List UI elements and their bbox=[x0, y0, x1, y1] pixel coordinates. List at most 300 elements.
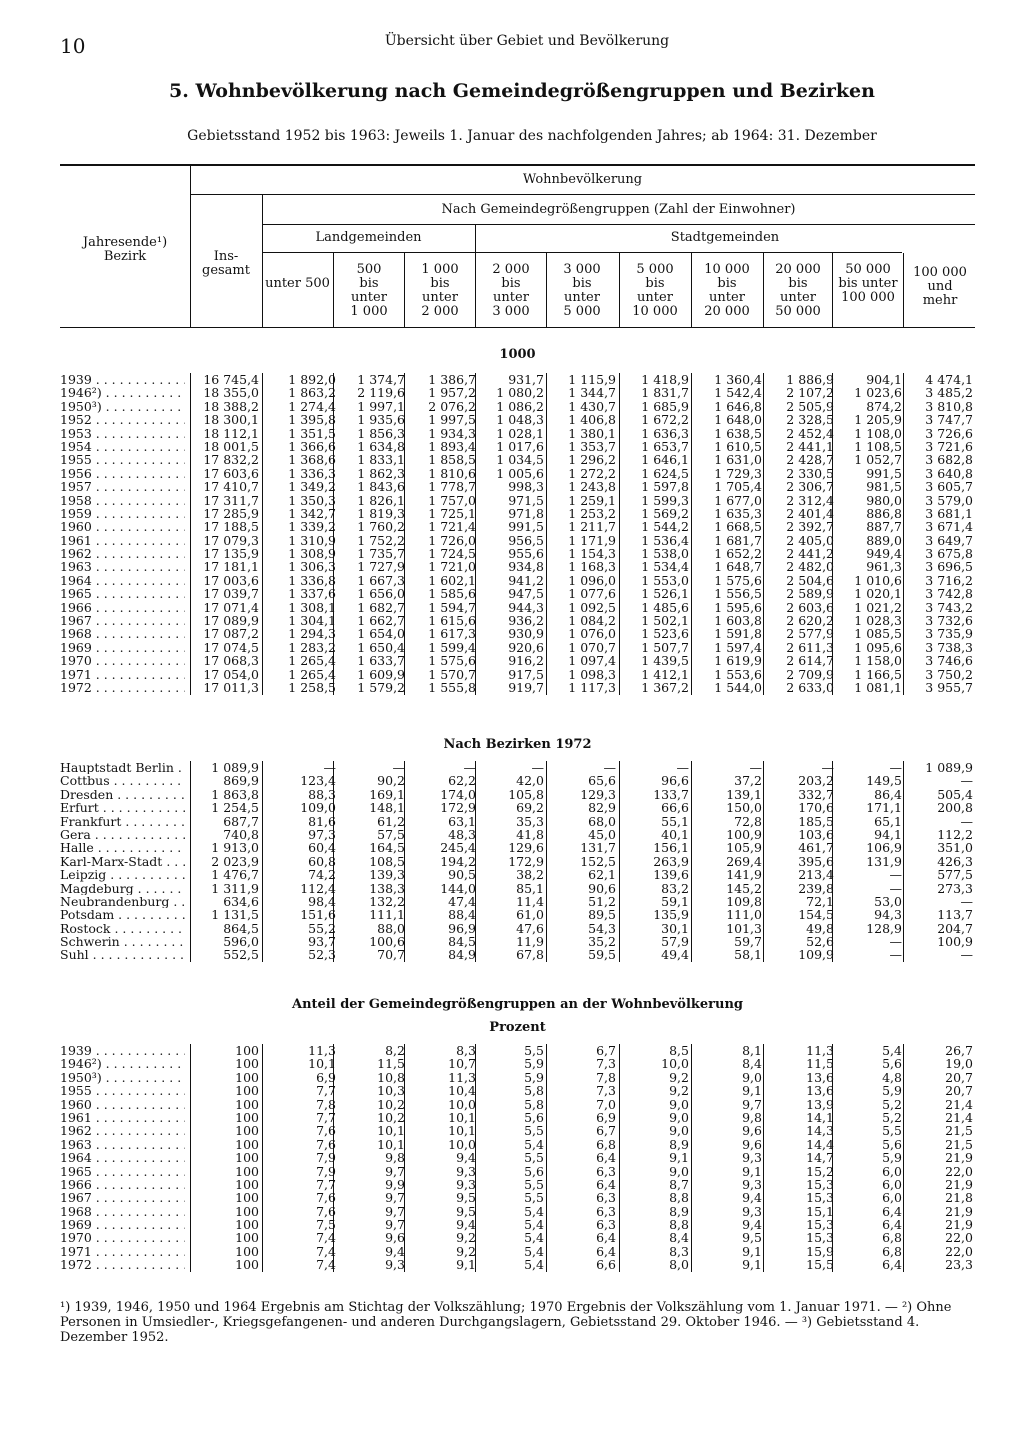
table-cell: 1 010,6 bbox=[854, 572, 902, 588]
table-cell: 3 649,7 bbox=[925, 532, 973, 548]
table-cell: 5,6 bbox=[882, 1136, 902, 1152]
table-cell: 203,2 bbox=[798, 773, 834, 789]
row-label: 1955 . . . bbox=[60, 453, 185, 466]
table-cell: 14,1 bbox=[806, 1109, 834, 1125]
table-cell: 1 727,9 bbox=[357, 559, 405, 575]
table-cell: 100 bbox=[235, 1257, 259, 1273]
page-number: 10 bbox=[60, 34, 86, 58]
table-cell: 131,9 bbox=[866, 853, 902, 869]
header-vline bbox=[333, 253, 334, 327]
table-cell: 1 542,4 bbox=[714, 385, 762, 401]
row-label: 1964 . . . bbox=[60, 1151, 185, 1164]
row-label: Rostock . . . bbox=[60, 922, 185, 935]
row-label: 1957 . . . bbox=[60, 480, 185, 493]
table-cell: 949,4 bbox=[866, 546, 902, 562]
table-cell: 7,7 bbox=[316, 1083, 336, 1099]
table-cell: 67,8 bbox=[516, 947, 544, 963]
row-label: 1958 . . . bbox=[60, 494, 185, 507]
table-cell: 47,4 bbox=[448, 893, 476, 909]
table-row bbox=[60, 774, 975, 787]
table-cell: 22,0 bbox=[945, 1163, 973, 1179]
table-row bbox=[60, 547, 975, 560]
table-cell: 9,7 bbox=[742, 1096, 762, 1112]
table-cell: 204,7 bbox=[937, 920, 973, 936]
row-label: Halle . . . bbox=[60, 841, 185, 854]
table-row bbox=[60, 788, 975, 801]
table-cell: 10,1 bbox=[448, 1109, 476, 1125]
table-cell: 3 681,1 bbox=[925, 505, 973, 521]
table-cell: 8,8 bbox=[669, 1217, 689, 1233]
table-cell: 1 034,5 bbox=[496, 452, 544, 468]
row-label: 1950³) . . . bbox=[60, 1071, 185, 1084]
table-cell: 5,5 bbox=[524, 1190, 544, 1206]
table-cell: 60,8 bbox=[308, 853, 336, 869]
table-cell: 1 360,4 bbox=[714, 372, 762, 387]
table-cell: 150,0 bbox=[726, 800, 762, 816]
table-cell: 23,3 bbox=[945, 1257, 973, 1273]
table-cell: 42,0 bbox=[516, 773, 544, 789]
row-label: 1952 . . . bbox=[60, 413, 185, 426]
table-cell: 1 705,4 bbox=[714, 479, 762, 495]
table-cell: 1 017,6 bbox=[496, 438, 544, 454]
table-cell: 1 115,9 bbox=[568, 372, 616, 387]
table-cell: — bbox=[749, 760, 762, 775]
table-cell: 740,8 bbox=[223, 826, 259, 842]
table-cell: 263,9 bbox=[653, 853, 689, 869]
table-cell: 1 819,3 bbox=[357, 505, 405, 521]
table-cell: 2 328,5 bbox=[786, 412, 834, 428]
table-cell: 13,9 bbox=[806, 1096, 834, 1112]
table-cell: 57,9 bbox=[661, 934, 689, 950]
table-cell: 1 502,1 bbox=[641, 613, 689, 629]
table-cell: 5,4 bbox=[524, 1217, 544, 1233]
table-cell: 6,8 bbox=[882, 1230, 902, 1246]
table-cell: 5,5 bbox=[524, 1150, 544, 1166]
table-cell: 7,9 bbox=[316, 1163, 336, 1179]
table-cell: 5,6 bbox=[524, 1109, 544, 1125]
table-cell: 1 117,3 bbox=[568, 679, 616, 695]
table-cell: 17 188,5 bbox=[203, 519, 259, 535]
table-cell: 100 bbox=[235, 1150, 259, 1166]
table-cell: 1 052,7 bbox=[854, 452, 902, 468]
table-cell: — bbox=[676, 760, 689, 775]
table-cell: 11,4 bbox=[516, 893, 544, 909]
table-cell: 1 374,7 bbox=[357, 372, 405, 387]
table-cell: 48,3 bbox=[448, 826, 476, 842]
row-label: 1963 . . . bbox=[60, 1138, 185, 1151]
table-cell: 1 725,1 bbox=[428, 505, 476, 521]
table-row bbox=[60, 601, 975, 614]
table-cell: 10,2 bbox=[377, 1096, 405, 1112]
table-cell: 90,5 bbox=[448, 867, 476, 883]
row-label: 1966 . . . bbox=[60, 601, 185, 614]
table-cell: 332,7 bbox=[798, 786, 834, 802]
table-cell: 1 556,5 bbox=[714, 586, 762, 602]
table-row bbox=[60, 654, 975, 667]
table-cell: 101,3 bbox=[726, 920, 762, 936]
table-cell: 1 863,8 bbox=[211, 786, 259, 802]
table-cell: 7,4 bbox=[316, 1230, 336, 1246]
table-cell: 1 553,0 bbox=[641, 572, 689, 588]
table-cell: 2 428,7 bbox=[786, 452, 834, 468]
table-cell: 9,3 bbox=[742, 1150, 762, 1166]
table-cell: 152,5 bbox=[580, 853, 616, 869]
table-cell: 6,4 bbox=[596, 1230, 616, 1246]
table-cell: 1 652,2 bbox=[714, 546, 762, 562]
table-cell: 41,8 bbox=[516, 826, 544, 842]
table-cell: 88,4 bbox=[448, 907, 476, 923]
table-cell: 1 283,2 bbox=[288, 639, 336, 655]
table-cell: 956,5 bbox=[508, 532, 544, 548]
table-cell: 1 662,7 bbox=[357, 613, 405, 629]
running-header: Übersicht über Gebiet und Bevölkerung bbox=[384, 33, 670, 49]
table-cell: 1 108,0 bbox=[854, 425, 902, 441]
table-cell: 7,6 bbox=[316, 1136, 336, 1152]
table-cell: 1 778,7 bbox=[428, 479, 476, 495]
table-cell: 2 620,2 bbox=[786, 613, 834, 629]
table-cell: 1 168,3 bbox=[568, 559, 616, 575]
table-cell: 3 696,5 bbox=[925, 559, 973, 575]
table-cell: 96,6 bbox=[661, 773, 689, 789]
row-label: 1954 . . . bbox=[60, 440, 185, 453]
table-cell: 100 bbox=[235, 1083, 259, 1099]
table-row bbox=[60, 1044, 975, 1057]
table-cell: 15,3 bbox=[806, 1217, 834, 1233]
table-cell: 17 071,4 bbox=[203, 599, 259, 615]
table-cell: 100 bbox=[235, 1109, 259, 1125]
table-cell: 10,1 bbox=[377, 1123, 405, 1139]
row-label: 1970 . . . bbox=[60, 1231, 185, 1244]
table-cell: 17 054,0 bbox=[203, 666, 259, 682]
table-cell: 13,6 bbox=[806, 1069, 834, 1085]
table-cell: 6,3 bbox=[596, 1163, 616, 1179]
table-cell: 2 076,2 bbox=[428, 398, 476, 414]
table-cell: 1 843,6 bbox=[357, 479, 405, 495]
table-cell: 1 681,7 bbox=[714, 532, 762, 548]
table-cell: 273,3 bbox=[937, 880, 973, 896]
table-cell: 1 430,7 bbox=[568, 398, 616, 414]
table-cell: 164,5 bbox=[369, 840, 405, 856]
table-cell: 1 726,0 bbox=[428, 532, 476, 548]
table-cell: 1 476,7 bbox=[211, 867, 259, 883]
table-cell: 10,1 bbox=[377, 1136, 405, 1152]
table-cell: 9,8 bbox=[385, 1150, 405, 1166]
table-cell: 93,7 bbox=[308, 934, 336, 950]
table-cell: 47,6 bbox=[516, 920, 544, 936]
table-cell: 2 482,0 bbox=[786, 559, 834, 575]
table-cell: 17 074,5 bbox=[203, 639, 259, 655]
table-cell: 991,5 bbox=[508, 519, 544, 535]
row-label: 1960 . . . bbox=[60, 520, 185, 533]
table-cell: 1 304,1 bbox=[288, 613, 336, 629]
table-cell: 156,1 bbox=[653, 840, 689, 856]
table-cell: 22,0 bbox=[945, 1230, 973, 1246]
table-row bbox=[60, 868, 975, 881]
table-cell: 21,8 bbox=[945, 1190, 973, 1206]
table-cell: 461,7 bbox=[798, 840, 834, 856]
table-cell: 1 534,4 bbox=[641, 559, 689, 575]
table-cell: 3 579,0 bbox=[925, 492, 973, 508]
table-cell: 7,3 bbox=[596, 1083, 616, 1099]
table-cell: 1 097,4 bbox=[568, 653, 616, 669]
row-label: 1955 . . . bbox=[60, 1084, 185, 1097]
table-cell: 1 211,7 bbox=[568, 519, 616, 535]
table-cell: 9,4 bbox=[456, 1217, 476, 1233]
table-cell: 129,6 bbox=[508, 840, 544, 856]
table-cell: 1 636,3 bbox=[641, 425, 689, 441]
table-row bbox=[60, 882, 975, 895]
table-cell: 1 418,9 bbox=[641, 372, 689, 387]
table-cell: 1 258,5 bbox=[288, 679, 336, 695]
table-row bbox=[60, 1191, 975, 1204]
table-cell: 8,3 bbox=[669, 1243, 689, 1259]
table-cell: 930,9 bbox=[508, 626, 544, 642]
table-cell: 1 086,2 bbox=[496, 398, 544, 414]
table-cell: 634,6 bbox=[223, 893, 259, 909]
table-cell: 3 682,8 bbox=[925, 452, 973, 468]
table-cell: 2 577,9 bbox=[786, 626, 834, 642]
table-cell: 1 826,1 bbox=[357, 492, 405, 508]
table-cell: 6,4 bbox=[882, 1257, 902, 1273]
header-vline bbox=[619, 253, 620, 327]
table-row bbox=[60, 668, 975, 681]
table-cell: 14,3 bbox=[806, 1123, 834, 1139]
table-cell: 1 254,5 bbox=[211, 800, 259, 816]
table-cell: 991,5 bbox=[866, 465, 902, 481]
table-cell: 174,0 bbox=[440, 786, 476, 802]
header-rule-top bbox=[60, 164, 975, 166]
table-cell: 947,5 bbox=[508, 586, 544, 602]
table-cell: 5,9 bbox=[882, 1083, 902, 1099]
table-cell: 245,4 bbox=[440, 840, 476, 856]
table-cell: 70,7 bbox=[377, 947, 405, 963]
table-row bbox=[60, 1165, 975, 1178]
row-label: 1960 . . . bbox=[60, 1098, 185, 1111]
table-cell: 15,5 bbox=[806, 1257, 834, 1273]
table-cell: 90,2 bbox=[377, 773, 405, 789]
table-cell: 2 614,7 bbox=[786, 653, 834, 669]
col-header-unter-500: unter 500 bbox=[265, 276, 330, 291]
header-rule-3 bbox=[262, 252, 902, 253]
table-cell: 17 079,3 bbox=[203, 532, 259, 548]
col-header-50000-100000: 50 000 bis unter 100 000 bbox=[838, 262, 898, 305]
table-cell: 69,2 bbox=[516, 800, 544, 816]
table-cell: 1 336,3 bbox=[288, 465, 336, 481]
table-cell: 1 342,7 bbox=[288, 505, 336, 521]
table-cell: 5,9 bbox=[524, 1056, 544, 1072]
table-cell: 1 089,9 bbox=[211, 760, 259, 775]
table-cell: 72,8 bbox=[734, 813, 762, 829]
table-cell: 9,3 bbox=[456, 1176, 476, 1192]
table-row bbox=[60, 453, 975, 466]
table-row bbox=[60, 761, 975, 774]
table-cell: 6,0 bbox=[882, 1163, 902, 1179]
table-cell: 7,9 bbox=[316, 1150, 336, 1166]
table-cell: 172,9 bbox=[440, 800, 476, 816]
row-label: 1972 . . . bbox=[60, 681, 185, 694]
table-cell: 1 339,2 bbox=[288, 519, 336, 535]
table-cell: 5,8 bbox=[524, 1096, 544, 1112]
table-cell: 1 997,5 bbox=[428, 412, 476, 428]
table-cell: 9,5 bbox=[456, 1190, 476, 1206]
table-cell: 886,8 bbox=[866, 505, 902, 521]
table-row bbox=[60, 574, 975, 587]
table-cell: 1 005,6 bbox=[496, 465, 544, 481]
table-cell: 17 068,3 bbox=[203, 653, 259, 669]
table-cell: 100 bbox=[235, 1203, 259, 1219]
table-cell: 9,3 bbox=[456, 1163, 476, 1179]
table-row bbox=[60, 1057, 975, 1070]
section-title: Anteil der Gemeindegrößengruppen an der Wohnbevölkerung bbox=[291, 997, 744, 1012]
table-cell: 172,9 bbox=[508, 853, 544, 869]
table-cell: 90,6 bbox=[588, 880, 616, 896]
row-label: 1939 . . . bbox=[60, 1044, 185, 1057]
table-cell: 3 732,6 bbox=[925, 613, 973, 629]
table-cell: 1 253,2 bbox=[568, 505, 616, 521]
table-cell: — bbox=[889, 947, 902, 963]
table-cell: 1 308,1 bbox=[288, 599, 336, 615]
row-label: Hauptstadt Berlin . . . bbox=[60, 761, 185, 774]
row-label: Dresden . . . bbox=[60, 788, 185, 801]
table-cell: 52,3 bbox=[308, 947, 336, 963]
table-cell: 154,5 bbox=[798, 907, 834, 923]
table-cell: 8,1 bbox=[742, 1043, 762, 1058]
table-cell: — bbox=[392, 760, 405, 775]
table-cell: 1 294,3 bbox=[288, 626, 336, 642]
table-cell: 1 380,1 bbox=[568, 425, 616, 441]
row-label: Karl-Marx-Stadt . . . bbox=[60, 855, 185, 868]
table-cell: 1 080,2 bbox=[496, 385, 544, 401]
table-cell: 109,9 bbox=[798, 947, 834, 963]
table-cell: 3 675,8 bbox=[925, 546, 973, 562]
table-cell: — bbox=[821, 760, 834, 775]
table-row bbox=[60, 895, 975, 908]
table-cell: 6,9 bbox=[316, 1069, 336, 1085]
table-cell: 52,6 bbox=[806, 934, 834, 950]
table-cell: 1 274,4 bbox=[288, 398, 336, 414]
table-cell: 1 538,0 bbox=[641, 546, 689, 562]
table-cell: 17 135,9 bbox=[203, 546, 259, 562]
table-cell: 54,3 bbox=[588, 920, 616, 936]
table-row bbox=[60, 1151, 975, 1164]
table-cell: 981,5 bbox=[866, 479, 902, 495]
row-label: 1964 . . . bbox=[60, 574, 185, 587]
row-label: Neubrandenburg . . . bbox=[60, 895, 185, 908]
table-cell: 100 bbox=[235, 1190, 259, 1206]
table-cell: — bbox=[603, 760, 616, 775]
table-cell: 7,8 bbox=[316, 1096, 336, 1112]
table-cell: 88,0 bbox=[377, 920, 405, 936]
table-cell: 7,7 bbox=[316, 1109, 336, 1125]
table-cell: 239,8 bbox=[798, 880, 834, 896]
table-cell: 145,2 bbox=[726, 880, 762, 896]
table-row bbox=[60, 627, 975, 640]
table-cell: 15,9 bbox=[806, 1243, 834, 1259]
table-cell: 1 646,1 bbox=[641, 452, 689, 468]
table-cell: 21,9 bbox=[945, 1203, 973, 1219]
table-cell: 100 bbox=[235, 1217, 259, 1233]
row-label: Suhl . . . bbox=[60, 948, 185, 961]
table-cell: 11,3 bbox=[806, 1043, 834, 1058]
table-cell: 1 296,2 bbox=[568, 452, 616, 468]
table-row bbox=[60, 1231, 975, 1244]
row-label: 1965 . . . bbox=[60, 1165, 185, 1178]
table-cell: 9,3 bbox=[385, 1257, 405, 1273]
table-cell: 1 337,6 bbox=[288, 586, 336, 602]
row-label: 1961 . . . bbox=[60, 1111, 185, 1124]
table-cell: 139,1 bbox=[726, 786, 762, 802]
table-cell: 10,8 bbox=[377, 1069, 405, 1085]
table-cell: 1 048,3 bbox=[496, 412, 544, 428]
table-cell: 9,7 bbox=[385, 1203, 405, 1219]
table-cell: 1 096,0 bbox=[568, 572, 616, 588]
row-label: 1968 . . . bbox=[60, 627, 185, 640]
table-cell: 5,4 bbox=[524, 1230, 544, 1246]
table-cell: 1 721,4 bbox=[428, 519, 476, 535]
table-row bbox=[60, 587, 975, 600]
table-cell: 2 441,2 bbox=[786, 546, 834, 562]
table-cell: 1 368,6 bbox=[288, 452, 336, 468]
table-cell: 3 671,4 bbox=[925, 519, 973, 535]
table-cell: 11,5 bbox=[377, 1056, 405, 1072]
table-cell: 955,6 bbox=[508, 546, 544, 562]
table-row bbox=[60, 935, 975, 948]
table-cell: 1 570,7 bbox=[428, 666, 476, 682]
table-cell: 6,7 bbox=[596, 1043, 616, 1058]
table-cell: 61,2 bbox=[377, 813, 405, 829]
table-cell: — bbox=[960, 947, 973, 963]
table-cell: 941,2 bbox=[508, 572, 544, 588]
header-vline bbox=[763, 253, 764, 327]
row-label: 1970 . . . bbox=[60, 654, 185, 667]
table-cell: 1 349,2 bbox=[288, 479, 336, 495]
table-cell: 129,3 bbox=[580, 786, 616, 802]
table-cell: 21,4 bbox=[945, 1109, 973, 1125]
table-cell: 61,0 bbox=[516, 907, 544, 923]
table-cell: 7,4 bbox=[316, 1243, 336, 1259]
table-row bbox=[60, 386, 975, 399]
table-cell: 1 677,0 bbox=[714, 492, 762, 508]
table-cell: 1 863,2 bbox=[288, 385, 336, 401]
table-cell: 18 001,5 bbox=[203, 438, 259, 454]
table-cell: 21,9 bbox=[945, 1150, 973, 1166]
header-rule-bottom bbox=[60, 327, 975, 328]
header-vline bbox=[903, 253, 904, 327]
table-row bbox=[60, 1218, 975, 1231]
table-cell: 1 862,3 bbox=[357, 465, 405, 481]
table-cell: 63,1 bbox=[448, 813, 476, 829]
table-cell: 5,5 bbox=[882, 1123, 902, 1139]
table-cell: 1 553,6 bbox=[714, 666, 762, 682]
table-cell: 1 028,3 bbox=[854, 613, 902, 629]
table-cell: 144,0 bbox=[440, 880, 476, 896]
table-cell: 109,0 bbox=[300, 800, 336, 816]
table-cell: 62,2 bbox=[448, 773, 476, 789]
table-cell: 100,9 bbox=[937, 934, 973, 950]
row-label: 1971 . . . bbox=[60, 1245, 185, 1258]
table-cell: 269,4 bbox=[726, 853, 762, 869]
table-cell: 82,9 bbox=[588, 800, 616, 816]
table-cell: 6,3 bbox=[596, 1203, 616, 1219]
table-cell: 1 893,4 bbox=[428, 438, 476, 454]
table-row bbox=[60, 520, 975, 533]
table-cell: 904,1 bbox=[866, 372, 902, 387]
table-cell: 100 bbox=[235, 1069, 259, 1085]
row-label: 1966 . . . bbox=[60, 1178, 185, 1191]
table-cell: 45,0 bbox=[588, 826, 616, 842]
table-cell: 8,8 bbox=[669, 1190, 689, 1206]
table-row bbox=[60, 1124, 975, 1137]
